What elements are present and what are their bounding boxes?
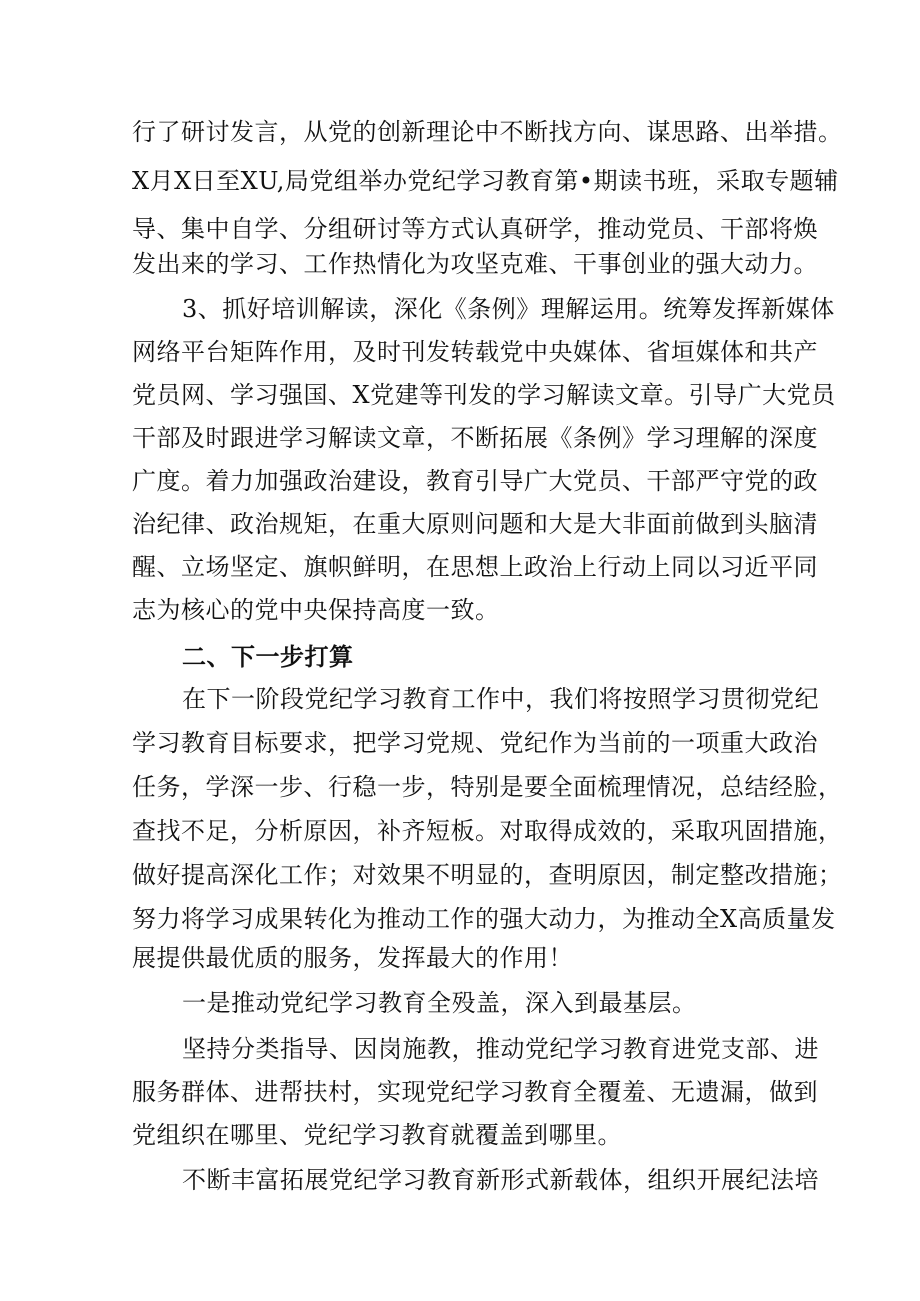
paragraph-line: 坚持分类指导、因岗施教，推动党纪学习教育进党支部、进 <box>182 1035 819 1063</box>
paragraph-line: 广度。着力加强政治建设，教育引导广大党员、干部严守党的政 <box>132 467 818 495</box>
paragraph-line: 一是推动党纪学习教育全殁盖，深入到最基层。 <box>182 989 697 1017</box>
paragraph-line: 党员网、学习强国、X党建等刊发的学习解读文章。引导广大党员 <box>132 381 836 409</box>
paragraph-line: X月X日至XU,局党组举办党纪学习教育第•期读书班，采取专题辅 <box>132 167 839 195</box>
paragraph-line: 不断丰富拓展党纪学习教育新形式新载体，组织开展纪法培 <box>182 1166 819 1194</box>
section-heading: 二、下一步打算 <box>182 642 354 671</box>
paragraph-line: 导、集中自学、分组研讨等方式认真研学，推动党员、干部将焕 <box>132 215 818 243</box>
paragraph-line: 3、抓好培训解读，深化《条例》理解运用。统筹发挥新媒体 <box>182 295 835 323</box>
paragraph-line: 在下一阶段党纪学习教育工作中，我们将按照学习贯彻党纪 <box>182 685 819 713</box>
paragraph-line: 努力将学习成果转化为推动工作的强大动力，为推动全X高质量发 <box>132 905 836 933</box>
paragraph-line: 发出来的学习、工作热情化为攻坚克难、干事创业的强大动力。 <box>132 250 818 278</box>
paragraph-line: 任务，学深一步、行稳一步，特别是要全面梳理情况，总结经脸， <box>132 773 843 801</box>
paragraph-line: 治纪律、政治规矩，在重大原则问题和大是大非面前做到头脑清 <box>132 510 818 538</box>
paragraph-line: 网络平台矩阵作用，及时刊发转载党中央媒体、省垣媒体和共产 <box>132 338 818 366</box>
paragraph-line: 醒、立场坚定、旗帜鲜明，在思想上政治上行动上同以习近平同 <box>132 553 818 581</box>
paragraph-line: 行了研讨发言，从党的创新理论中不断找方向、谋思路、出举措。 <box>132 118 843 146</box>
paragraph-line: 做好提高深化工作；对效果不明显的，查明原因，制定整改措施； <box>132 861 843 889</box>
paragraph-line: 干部及时跟进学习解读文章，不断拓展《条例》学习理解的深度 <box>132 424 818 452</box>
paragraph-line: 查找不足，分析原因，补齐短板。对取得成效的，采取巩固措施， <box>132 817 843 845</box>
paragraph-line: 志为核心的党中央保持高度一致。 <box>132 596 500 624</box>
paragraph-line: 党组织在哪里、党纪学习教育就覆盖到哪里。 <box>132 1121 622 1149</box>
paragraph-line: 服务群体、进帮扶村，实现党纪学习教育全覆羞、无遗漏，做到 <box>132 1078 818 1106</box>
paragraph-line: 展提供最优质的服务，发挥最大的作用！ <box>132 944 573 972</box>
paragraph-line: 学习教育目标要求，把学习党规、党纪作为当前的一项重大政治 <box>132 729 818 757</box>
